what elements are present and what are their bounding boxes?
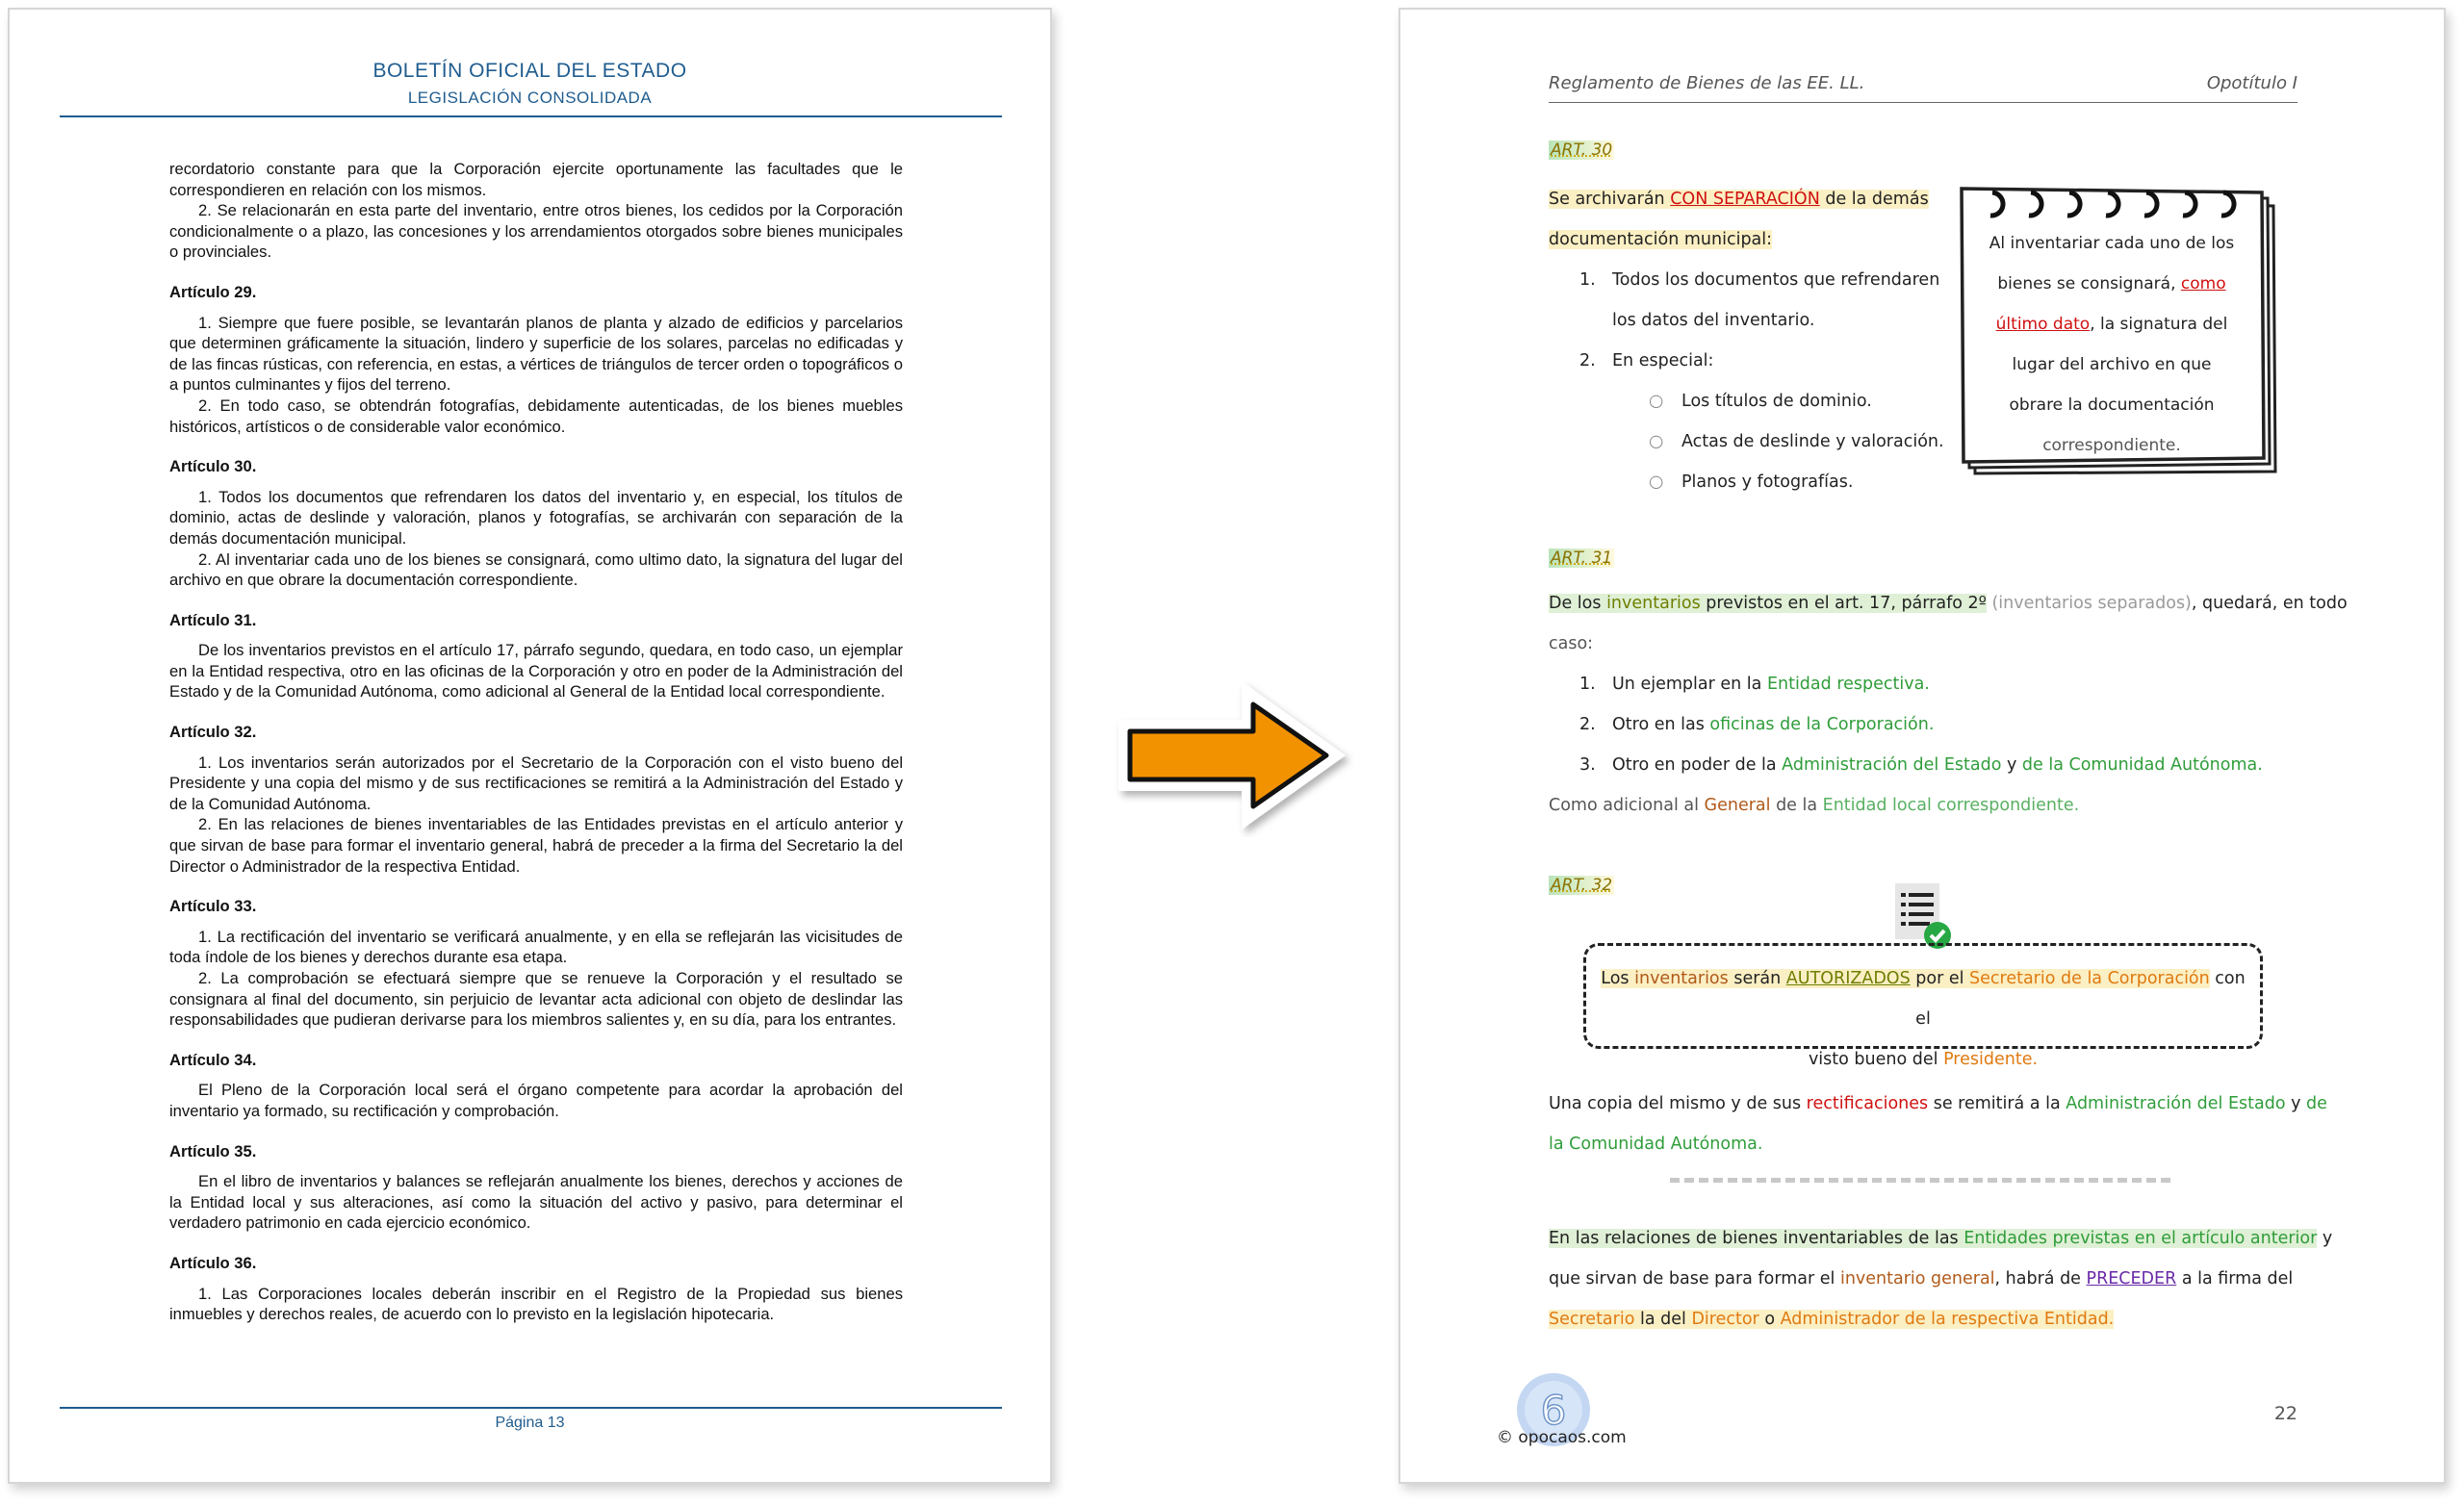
art30-label: ART. 30 <box>1551 140 1613 160</box>
article-heading: Artículo 32. <box>169 723 257 742</box>
header-rule <box>60 115 1002 117</box>
logo-text: © opocaos.com <box>1497 1428 1627 1447</box>
art30-item2-number: 2. <box>1579 351 1596 370</box>
art32-label: ART. 32 <box>1551 876 1613 895</box>
art31-item-number: 2. <box>1579 715 1596 734</box>
article-paragraph: De los inventarios previstos en el artículo 17, párrafo segundo, quedara, en todo caso, un ejemplar en la Entidad respectiva, otro en las oficinas de la Corporación y otro en poder de la Administración del Estado y de la Comunidad Autónoma, como adicional al General de la Entidad local correspondiente. <box>169 641 903 701</box>
art30-sub-item: Actas de deslinde y valoración. <box>1681 432 1944 451</box>
art30-item2: En especial: <box>1612 351 1714 370</box>
art31-item-number: 3. <box>1579 755 1596 775</box>
checklist-icon <box>1891 881 1953 951</box>
article-paragraph: 1. Las Corporaciones locales deberán inscribir en el Registro de la Propiedad sus bienes inmuebles y derechos reales, de acuerdo con lo previsto en la legislación hipotecaria. <box>169 1284 903 1324</box>
article-paragraph: 2. En todo caso, se obtendrán fotografías, debidamente autenticadas, de los bienes muebles históricos, artísticos o de considerable valor económico. <box>169 395 903 436</box>
article-heading: Artículo 29. <box>169 282 257 301</box>
art31-label: ART. 31 <box>1551 548 1613 568</box>
notes-page-number: 22 <box>2273 1403 2297 1424</box>
boe-page <box>8 8 1052 1484</box>
art31-item: Otro en las oficinas de la Corporación. <box>1612 715 1935 734</box>
svg-text:6: 6 <box>1540 1387 1567 1434</box>
notes-page <box>1399 8 2446 1484</box>
article-heading: Artículo 34. <box>169 1050 257 1069</box>
boe-footer <box>10 1415 1050 1432</box>
art32-copy-line1: Una copia del mismo y de sus rectificaciones se remitirá a la Administración del Estado y de <box>1549 1094 2327 1113</box>
right-arrow-icon <box>1107 674 1357 837</box>
article-paragraph: 1. Siempre que fuere posible, se levantarán planos de planta y alzado de edificios y parcelarios que determinen gráficamente la situación, lindero y superficie de los solares, parcelas no edificadas y de las fincas rústicas, con referencia, en estas, a vértices de triángulos de tercer orden o topográficos o a puntos culminantes y fijos del terreno. <box>169 313 903 395</box>
notes-header-rule <box>1549 102 2297 103</box>
notes-header-chapter: Opotítulo I <box>2206 73 2297 93</box>
art32-rel-line3: Secretario la del Director o Administrador de la respectiva Entidad. <box>1549 1310 2115 1329</box>
article-heading: Artículo 30. <box>169 457 257 476</box>
article-paragraph: 2. En las relaciones de bienes inventariables de las Entidades previstas en el artículo anterior y que sirvan de base para formar el inventario general, habrá de preceder a la firma del Secretario la del Director o Administrador de la respectiva Entidad. <box>169 815 903 876</box>
article-heading: Artículo 35. <box>169 1141 257 1161</box>
article-paragraph: 2. La comprobación se efectuará siempre que se renueve la Corporación y el resultado se consignara al final del documento, sin perjuicio de levantar acta adicional con objeto de deslindar las responsabilidades que pudieran derivarse para los miembros salientes y, en su día, para los entrantes. <box>169 969 903 1030</box>
footer-rule <box>60 1407 1002 1409</box>
art30-sub-item: Planos y fotografías. <box>1681 472 1854 492</box>
art31-line1: De los inventarios previstos en el art. 17, párrafo 2º (inventarios separados), quedará, en todo <box>1549 594 2348 613</box>
art30-item1-line2: los datos del inventario. <box>1612 311 1815 330</box>
footer-label: Página <box>495 1415 544 1431</box>
article-heading: Artículo 36. <box>169 1253 257 1272</box>
con-separacion-highlight: CON SEPARACIÓN <box>1670 190 1820 209</box>
art30-item1-number: 1. <box>1579 270 1596 290</box>
art30-intro-line1: Se archivarán CON SEPARACIÓN de la demás <box>1549 190 1929 209</box>
art32-rel-line2: que sirvan de base para formar el inventario general, habrá de PRECEDER a la firma del <box>1549 1269 2294 1288</box>
article-heading: Artículo 33. <box>169 897 257 916</box>
article-paragraph: 2. Se relacionarán en esta parte del inventario, entre otros bienes, los cedidos por la Corporación condicionalmente o a plazo, las concesiones y los arrendamientos otorgados sobre bienes municipales o provinciales. <box>169 201 903 262</box>
bullet-icon: ○ <box>1649 472 1664 492</box>
art30-intro-line2: documentación municipal: <box>1549 230 1773 249</box>
boe-body <box>169 159 903 1325</box>
art31-item: Otro en poder de la Administración del Estado y de la Comunidad Autónoma. <box>1612 755 2263 775</box>
bullet-icon: ○ <box>1649 432 1664 451</box>
notes-header-title: Reglamento de Bienes de las EE. LL. <box>1549 73 1865 93</box>
art32-rel-line1: En las relaciones de bienes inventariables de las Entidades previstas en el artículo anterior y <box>1549 1229 2333 1248</box>
article-paragraph: 2. Al inventariar cada uno de los bienes se consignará, como ultimo dato, la signatura del lugar del archivo en que obrare la documentación correspondiente. <box>169 549 903 590</box>
article-paragraph: 1. Los inventarios serán autorizados por el Secretario de la Corporación con el visto bueno del Presidente y una copia del mismo y de sus rectificaciones se remitirá a la Administración del Estado y de la Comunidad Autónoma. <box>169 752 903 813</box>
art32-copy-line2: la Comunidad Autónoma. <box>1549 1135 1763 1154</box>
bullet-icon: ○ <box>1649 392 1664 411</box>
art31-item-number: 1. <box>1579 675 1596 694</box>
art30-sub-item: Los títulos de dominio. <box>1681 392 1872 411</box>
article-paragraph: 1. La rectificación del inventario se verificará anualmente, y en ella se reflejarán las vicisitudes de toda índole de los bienes y derechos durante esa etapa. <box>169 927 903 967</box>
article-paragraph: recordatorio constante para que la Corporación ejercite oportunamente las facultades que le correspondieren en relación con los mismos. <box>169 160 903 199</box>
section-divider <box>1670 1178 2170 1188</box>
art31-tail: Como adicional al General de la Entidad local correspondiente. <box>1549 796 2080 815</box>
art30-item1-line1: Todos los documentos que refrendaren <box>1612 270 1940 290</box>
art31-line2: caso: <box>1549 634 1594 653</box>
article-paragraph: 1. Todos los documentos que refrendaren los datos del inventario y, en especial, los títulos de dominio, actas de deslinde y valoración, planos y fotografías, se archivarán con separación de la demás documentación municipal. <box>169 487 903 548</box>
notepad-text: Al inventariar cada uno de los bienes se consignará, como último dato, la signatura del lugar del archivo en que obrare la documentación correspondiente. <box>1989 234 2235 455</box>
notes-header <box>1549 73 2297 102</box>
article-paragraph: El Pleno de la Corporación local será el órgano competente para acordar la aprobación del inventario ya formado, su rectificación y comprobación. <box>169 1081 903 1120</box>
art31-item: Un ejemplar en la Entidad respectiva. <box>1612 675 1930 694</box>
authorization-text: Los inventarios serán AUTORIZADOS por el Secretario de la Corporación con el visto bueno del Presidente. <box>1601 969 2246 1069</box>
footer-page-number: 13 <box>547 1415 565 1431</box>
boe-header-subtitle: LEGISLACIÓN CONSOLIDADA <box>407 89 653 107</box>
article-heading: Artículo 31. <box>169 610 257 629</box>
article-paragraph: En el libro de inventarios y balances se reflejarán anualmente los bienes, derechos y acciones de la Entidad local y sus alteraciones, así como la situación del activo y pasivo, para determinar el verdadero patrimonio en cada ejercicio económico. <box>169 1172 903 1233</box>
boe-header-title: BOLETÍN OFICIAL DEL ESTADO <box>372 60 687 82</box>
